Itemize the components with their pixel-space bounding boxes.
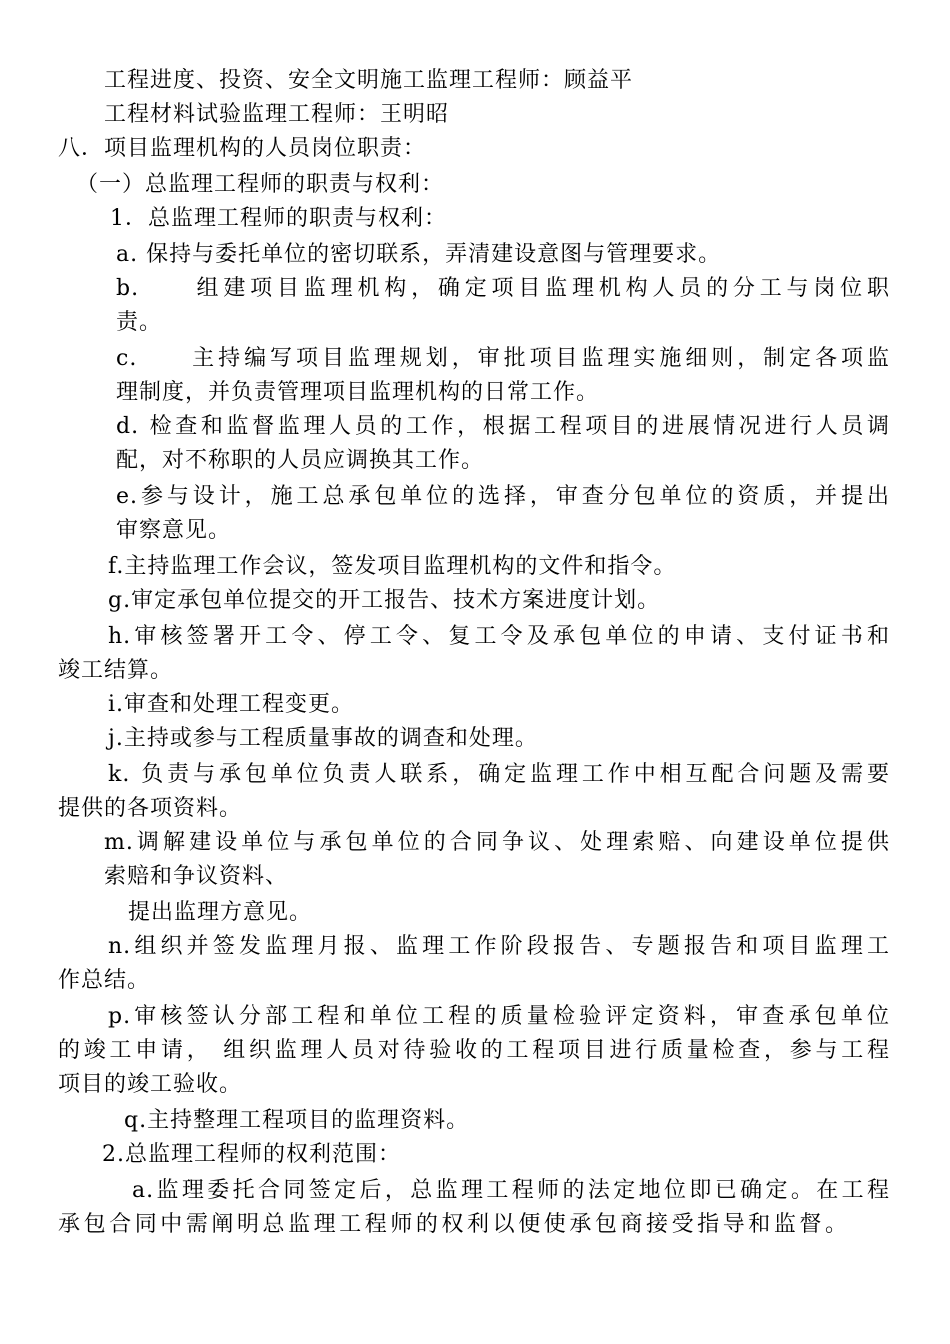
duty-a: a. 保持与委托单位的密切联系，弄清建设意图与管理要求。 — [116, 242, 722, 267]
duty-p-line1: p.审核签认分部工程和单位工程的质量检验评定资料，审查承包单位 — [108, 1004, 890, 1029]
subsection-heading-one: （一）总监理工程师的职责与权利： — [76, 172, 445, 197]
rights-a-line2: 承包合同中需阐明总监理工程师的权利以便使承包商接受指导和监督。 — [58, 1212, 848, 1237]
section-heading-eight: 八．项目监理机构的人员岗位职责： — [58, 136, 427, 161]
duty-d-line2: 配，对不称职的人员应调换其工作。 — [116, 448, 485, 473]
duty-m-line2: 索赔和争议资料、 — [104, 864, 289, 889]
duty-e-line2: 审察意见。 — [116, 518, 232, 543]
item-heading-1: 1．总监理工程师的职责与权利： — [110, 206, 447, 231]
duty-f: f.主持监理工作会议，签发项目监理机构的文件和指令。 — [108, 554, 677, 579]
duty-n-line2: 作总结。 — [58, 968, 151, 993]
duty-h-line1: h.审核签署开工令、停工令、复工令及承包单位的申请、支付证书和 — [108, 624, 890, 649]
duty-p-line3: 项目的竣工验收。 — [58, 1072, 243, 1097]
duty-p-line2: 的竣工申请， 组织监理人员对待验收的工程项目进行质量检查，参与工程 — [58, 1038, 890, 1063]
duty-b-line2: 责。 — [116, 310, 163, 335]
rights-a-line1: a.监理委托合同签定后，总监理工程师的法定地位即已确定。在工程 — [132, 1178, 890, 1203]
staff-line-materials-engineer: 工程材料试验监理工程师：王明昭 — [104, 102, 450, 127]
duty-m-line3: 提出监理方意见。 — [128, 900, 313, 925]
duty-e-line1: e.参与设计，施工总承包单位的选择，审查分包单位的资质，并提出 — [116, 484, 890, 509]
duty-k-line1: k. 负责与承包单位负责人联系，确定监理工作中相互配合问题及需要 — [108, 762, 890, 787]
duty-d-line1: d. 检查和监督监理人员的工作，根据工程项目的进展情况进行人员调 — [116, 414, 890, 439]
duty-n-line1: n.组织并签发监理月报、监理工作阶段报告、专题报告和项目监理工 — [108, 934, 890, 959]
duty-b-line1: b. 组建项目监理机构，确定项目监理机构人员的分工与岗位职 — [116, 276, 890, 301]
item-heading-2: 2.总监理工程师的权利范围： — [102, 1142, 401, 1167]
duty-c-line1: c. 主持编写项目监理规划，审批项目监理实施细则，制定各项监 — [116, 346, 890, 371]
duty-i: i.审查和处理工程变更。 — [108, 692, 355, 717]
staff-line-progress-engineer: 工程进度、投资、安全文明施工监理工程师：顾益平 — [104, 68, 634, 93]
duty-h-line2: 竣工结算。 — [58, 658, 174, 683]
duty-c-line2: 理制度，并负责管理项目监理机构的日常工作。 — [116, 380, 600, 405]
duty-q: q.主持整理工程项目的监理资料。 — [124, 1108, 470, 1133]
duty-k-line2: 提供的各项资料。 — [58, 796, 243, 821]
duty-j: j.主持或参与工程质量事故的调查和处理。 — [108, 726, 538, 751]
duty-m-line1: m.调解建设单位与承包单位的合同争议、处理索赔、向建设单位提供 — [104, 830, 890, 855]
duty-g: g.审定承包单位提交的开工报告、技术方案进度计划。 — [108, 588, 661, 613]
